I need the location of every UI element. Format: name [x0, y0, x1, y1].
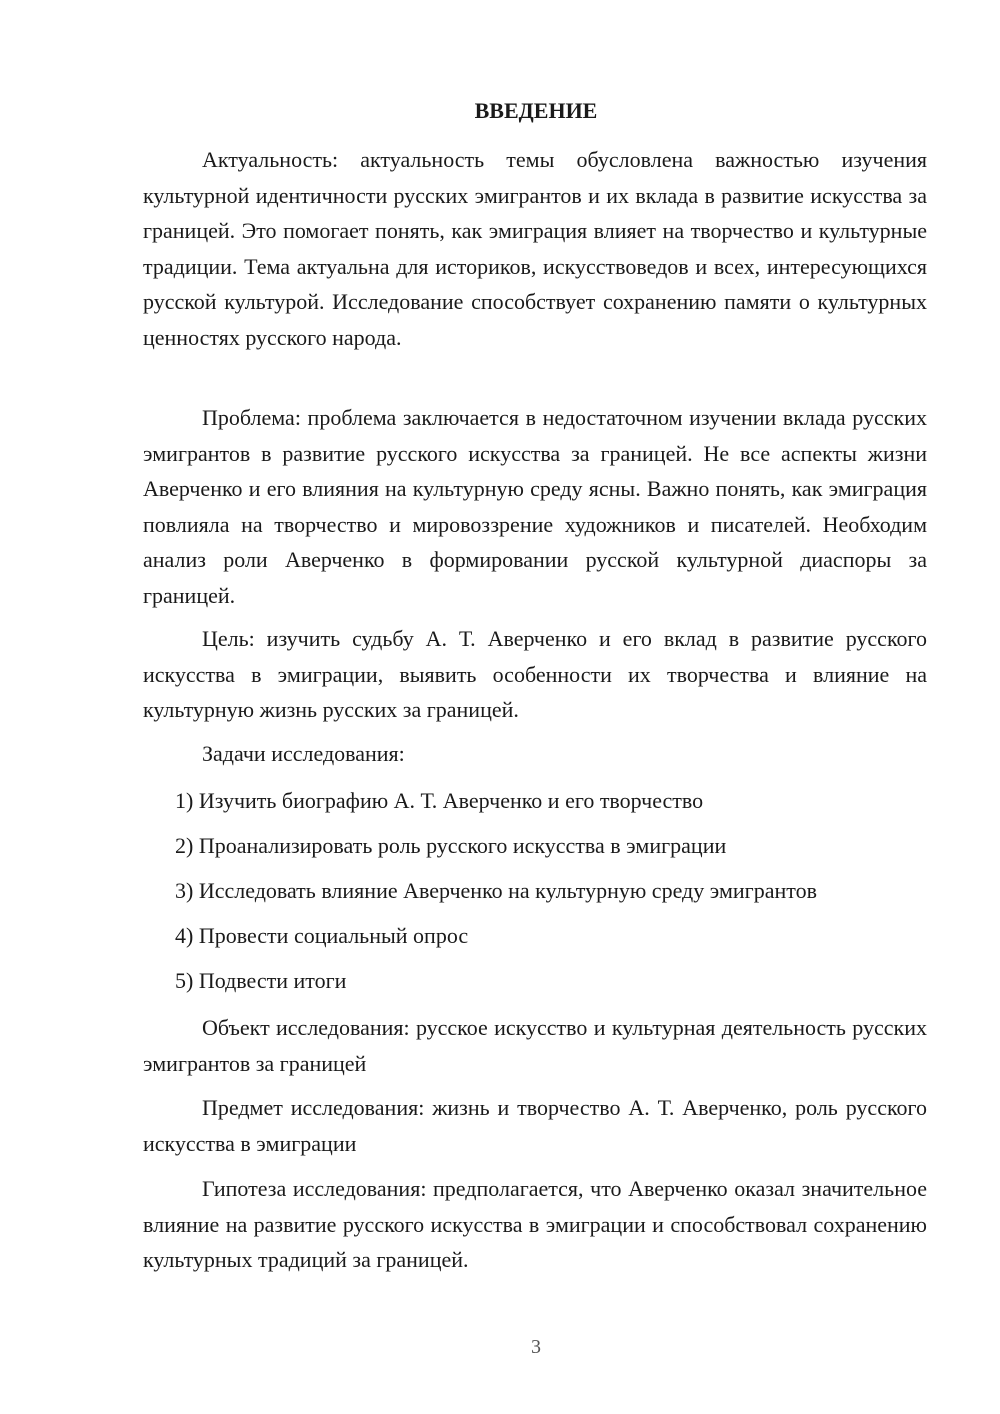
goal-paragraph: Цель: изучить судьбу А. Т. Аверченко и его вклад в развитие русского искусства в эмиграции, выявить особенности их творчества и влияние на культурную жизнь русских за границей. [143, 626, 927, 722]
task-item-4: 4) Провести социальный опрос [175, 923, 469, 948]
object-paragraph: Объект исследования: русское искусство и культурная деятельность русских эмигрантов за границей [143, 1015, 927, 1076]
tasks-heading: Задачи исследования: [202, 741, 405, 766]
task-item-5: 5) Подвести итоги [175, 968, 347, 993]
problem-paragraph: Проблема: проблема заключается в недостаточном изучении вклада русских эмигрантов в развитие русского искусства за границей. Не все аспекты жизни Аверченко и его влияния на культурную среду ясны. Важно понять, как эмиграция повлияла на творчество и мировоззрение художников и писателей. Необходим анализ роли Аверченко в формировании русской культурной диаспоры за границей. [143, 405, 927, 608]
task-item-1: 1) Изучить биографию А. Т. Аверченко и его творчество [175, 788, 704, 813]
page-title: ВВЕДЕНИЕ [474, 98, 598, 123]
relevance-paragraph: Актуальность: актуальность темы обусловлена важностью изучения культурной идентичности русских эмигрантов и их вклада в развитие искусства за границей. Это помогает понять, как эмиграция влияет на творчество и культурные традиции. Тема актуальна для историков, искусствоведов и всех, интересующихся русской культурой. Исследование способствует сохранению памяти о культурных ценностях русского народа. [143, 147, 927, 350]
page-number: 3 [531, 1336, 541, 1358]
task-item-2: 2) Проанализировать роль русского искусства в эмиграции [175, 833, 727, 858]
subject-paragraph: Предмет исследования: жизнь и творчество А. Т. Аверченко, роль русского искусства в эмиграции [143, 1095, 927, 1156]
task-item-3: 3) Исследовать влияние Аверченко на культурную среду эмигрантов [175, 878, 817, 903]
hypothesis-paragraph: Гипотеза исследования: предполагается, что Аверченко оказал значительное влияние на развитие русского искусства в эмиграции и способствовал сохранению культурных традиций за границей. [143, 1176, 927, 1272]
